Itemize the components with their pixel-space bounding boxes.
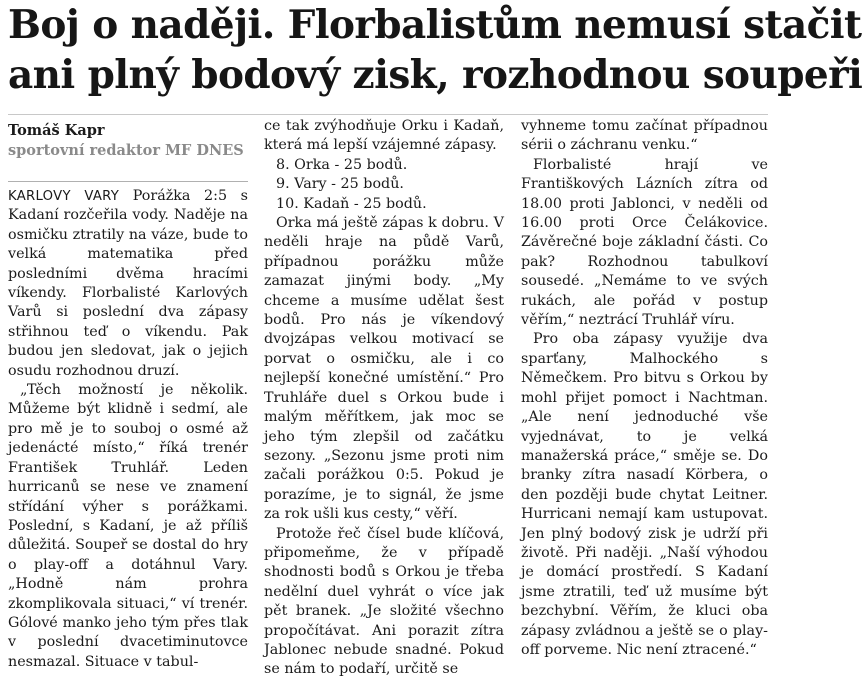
author-role: sportovní redaktor MF DNES — [8, 142, 244, 159]
standings-row: 10. Kadaň - 25 bodů. — [276, 195, 427, 212]
article-paragraph: Orka má ještě zápas k dobru. V neděli hraje na půdě Varů, případnou porážku může zamazat jinými body. „My chceme a musíme udělat šest bodů. Pro nás je víkendový dvojzápas velkou motivací se porvat o osmičku, ale i co nejlepší konečné umístění.“ Pro Truhláře duel s Orkou bude i malým měřítkem, jak moc se jeho tým zlepšil od začátku sezony. „Sezonu jsme proti nim začali porážkou 0:5. Pokud je porazíme, je to signál, že jsme za rok ušli kus cesty,“ věří. — [264, 215, 504, 523]
article-paragraph: ce tak zvýhodňuje Orku i Kadaň, která má lepší vzájemné zápasy. — [264, 118, 504, 154]
article-column-2 — [264, 117, 504, 680]
headline-line-1: Boj o naději. Florbalistům nemusí stačit — [8, 2, 862, 48]
article-paragraph: Protože řeč čísel bude klíčová, připomeňme, že v případě shodnosti bodů s Orkou je třeba nedělní duel vyhrát o více jak pět branek. „Je složité všechno propočítávat. Ani porazit zítra Jablonec nebude snadné. Pokud se nám to podaří, určitě se — [264, 525, 504, 678]
article-paragraph: vyhneme tomu začínat případnou sérii o záchranu venku.“ — [521, 118, 768, 154]
article-column-1 — [8, 187, 248, 672]
standings-row: 8. Orka - 25 bodů. — [276, 156, 408, 173]
standings-row: 9. Vary - 25 bodů. — [276, 176, 404, 193]
byline-rule — [8, 181, 248, 182]
author-name: Tomáš Kapr — [8, 122, 105, 139]
article-paragraph: Florbalisté hrají ve Františkových Lázních zítra od 18.00 proti Jablonci, v neděli od 16.00 proti Orce Čelákovice. Závěrečné boje základní části. Co pak? Rozhodnou tabulkoví sousedé. „Nemáme to ve svých rukách, ale pořád v postup věřím,“ neztrácí Truhlář víru. — [521, 156, 768, 329]
headline — [8, 0, 862, 100]
article-paragraph — [8, 187, 248, 381]
byline — [8, 121, 248, 161]
headline-line-2: ani plný bodový zisk, rozhodnou soupeři — [8, 52, 862, 98]
article-paragraph: „Těch možností je několik. Můžeme být klidně i sedmí, ale pro mě je to souboj o osmé až jedenácté místo,“ říká trenér František Truhlář. Leden hurricanů se nese ve znamení střídání výher s porážkami. Poslední, s Kadaní, je až příliš důležitá. Soupeř se dostal do hry o play-off a dotáhnul Vary. „Hodně nám prohra zkomplikovala situaci,“ ví trenér. Gólové manko jeho tým přes tlak v poslední dvacetiminutovce nesmazal. Situace v tabul- — [8, 382, 248, 670]
article-column-3 — [521, 117, 768, 660]
headline-rule — [8, 114, 768, 115]
paragraph-text: Porážka 2:5 s Kadaní rozčeřila vody. Naděje na osmičku ztratily na váze, bude to velká matematika před posledními dvěma hracími víkendy. Florbalisté Karlových Varů si poslední dva zápasy střihnou teď o víkendu. Pak budou jen sledovat, jak o jejich osudu rozhodnou druzí. — [8, 188, 248, 379]
article-paragraph: Pro oba zápasy využije dva sparťany, Malhockého s Němečkem. Pro bitvu s Orkou by mohl přijet pomoct i Nachtman. „Ale není jednoduché vše vyjednávat, to je velká manažerská práce,“ směje se. Do branky zítra nasadí Körbera, o den později bude chytat Leitner. Hurricani nemají kam ustupovat. Jen plný bodový zisk je udrží při životě. Při naději. „Naší výhodou je domácí prostředí. S Kadaní jsme ztratili, teď už musíme být bezchybní. Věřím, že kluci oba zápasy zvládnou a ještě se o play-off porveme. Nic není ztracené.“ — [521, 331, 768, 658]
dateline: KARLOVY VARY — [8, 189, 120, 204]
